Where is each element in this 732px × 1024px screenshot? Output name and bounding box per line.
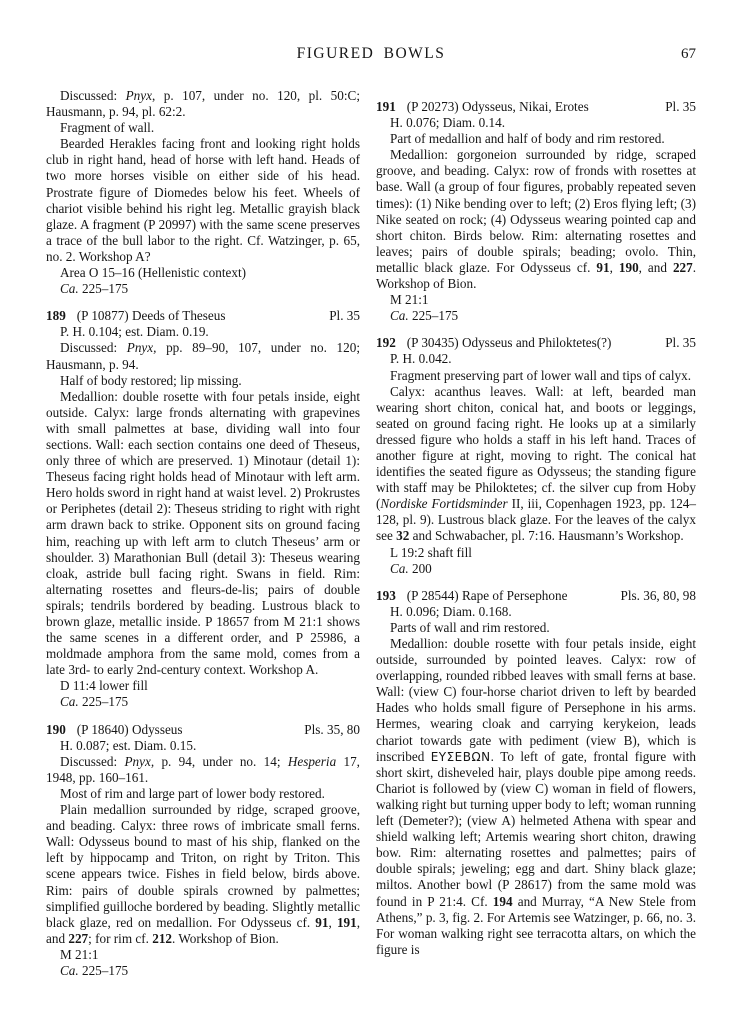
provenance-line: [376, 545, 696, 561]
text-run: Fragment preserving part of lower wall and tips of calyx.: [390, 367, 692, 383]
entry-title: (P 30435) Odysseus and Philoktetes(?): [406, 335, 612, 351]
condition-line: [46, 373, 360, 389]
page-number: 67: [681, 46, 696, 62]
text-run: Discussed:: [60, 753, 125, 769]
text-run: and Schwabacher, pl. 7:16. Hausmann’s Workshop.: [409, 528, 684, 544]
date-line: [376, 561, 696, 577]
catalog-entry-header: [46, 308, 360, 324]
text-run: M 21:1: [390, 292, 429, 308]
provenance-line: [46, 265, 360, 281]
description-paragraph: [46, 802, 360, 947]
text-run: and Murray, “A New Stele from Athens,” p. 3, fig. 2. For Artemis see Watzinger, p. 66, no. 3. For woman walking right see terracotta altars, on which the figure is: [376, 893, 696, 957]
discussion-paragraph: [46, 754, 360, 786]
catalog-entry-header: [376, 335, 696, 351]
text-run: 190: [618, 259, 639, 275]
text-run: Discussed:: [60, 340, 127, 356]
text-run: Plain medallion surrounded by ridge, scraped groove, and beading. Calyx: three rows of imbricate small ferns. Wall: Odysseus bound to mast of his ship, flanked on the left by hippocamp and Triton, on right by Triton. This scene appears twice. Fishes in field below, birds above. Rim: pairs of double spirals crowned by palmettes; simplified guilloche bordered by beading. Slightly metallic black glaze, red on medallion. For Odysseus cf.: [46, 802, 360, 930]
plate-reference: Pls. 35, 80: [304, 721, 360, 737]
text-run: Part of medallion and half of body and rim restored.: [390, 131, 665, 147]
text-run: P. H. 0.042.: [390, 351, 452, 367]
date-line: [376, 308, 696, 324]
entry-title: (P 20273) Odysseus, Nikai, Erotes: [406, 99, 589, 114]
catalog-entry-header: [376, 588, 696, 604]
text-run: Ca.: [60, 281, 79, 297]
provenance-line: [46, 678, 360, 694]
dimensions-line: [376, 351, 696, 367]
text-run: Pnyx,: [126, 340, 157, 356]
text-run: Ca.: [60, 694, 79, 710]
text-run: Half of body restored; lip missing.: [60, 372, 242, 388]
text-run: Ca.: [390, 308, 409, 324]
date-line: [46, 963, 360, 979]
text-run: Pnyx,: [124, 753, 155, 769]
text-run: 191: [336, 914, 357, 930]
description-paragraph: [376, 384, 696, 545]
plate-reference: Pls. 36, 80, 98: [620, 587, 696, 603]
text-run: Discussed:: [60, 88, 126, 103]
left-column: [46, 88, 360, 979]
text-run: 17, 1948, pp. 160–161.: [46, 753, 360, 785]
text-run: 225–175: [78, 694, 129, 710]
entry-number: 192: [376, 335, 396, 351]
running-head-title: FIGURED BOWLS: [296, 45, 446, 62]
dimensions-line: [376, 115, 696, 131]
text-run: , and: [638, 259, 673, 275]
text-run: 227: [672, 259, 693, 275]
dimensions-line: [46, 324, 360, 340]
text-run: Calyx: acanthus leaves. Wall: at left, bearded man wearing short chiton, conical hat, and boots or leggings, seated on ground facing right. He looks up at a similarly dressed figure who holds a staff in his left hand. Traces of another figure at right, moving to right. The conical hat identifies the seated figure as Odysseus; the standing figure with staff may be Philoktetes; cf. the silver cup from Hoby (: [376, 383, 696, 512]
description-paragraph: [376, 147, 696, 292]
text-run: Ca.: [60, 962, 79, 978]
condition-line: [376, 620, 696, 636]
text-run: H. 0.087; est. Diam. 0.15.: [60, 737, 197, 753]
page-header: [0, 0, 732, 64]
text-columns: [0, 88, 732, 979]
plate-reference: Pl. 35: [665, 99, 696, 114]
text-run: Nordiske Fortidsminder: [380, 496, 508, 512]
text-run: 91: [315, 914, 329, 930]
condition-line: [46, 120, 360, 136]
text-run: 225–175: [78, 962, 129, 978]
text-run: Medallion: gorgoneion surrounded by ridge, scraped groove, and beading. Calyx: row of fronds with rosettes at base. Wall (a group of four figures, probably repeated seven times): (1) Nike bending over to left; (2) Eros flying left; (3) Nike seated on rock; (4) Odysseus wearing pointed cap and short chiton. Birds below. Rim: alternating rosettes and leaves; pairs of double spirals; beading; ovolo. Thin, metallic black glaze. For Odysseus cf.: [376, 147, 696, 275]
text-run: Pnyx: [125, 88, 152, 103]
entry-title: (P 28544) Rape of Persephone: [406, 587, 568, 603]
text-run: 225–175: [78, 281, 129, 297]
text-run: ; for rim cf.: [88, 930, 153, 946]
right-column: [376, 88, 696, 979]
entry-title: (P 10877) Deeds of Theseus: [76, 308, 226, 324]
text-run: , and: [46, 914, 361, 946]
text-run: p. 94, under no. 14;: [154, 753, 288, 769]
text-run: Hesperia: [287, 753, 337, 769]
plate-reference: Pl. 35: [329, 308, 360, 324]
text-run: 32: [396, 528, 410, 544]
catalog-entry-header: [376, 99, 696, 115]
discussion-paragraph: [46, 340, 360, 372]
entry-number: 193: [376, 587, 396, 603]
date-line: [46, 694, 360, 710]
text-run: . To left of gate, frontal figure with short skirt, disheveled hair, plays double pipe among reeds. Chariot is followed by (view C) woman in field of flowers, walking right but turning upper body to left; woman running left (Demeter?); (view A) helmeted Athena with spear and shield walking left; Artemis wearing short chiton, drawing bow. Rim: alternating rosettes and palmettes; pairs of double spirals; jeweling; egg and dart. Shiny black glaze; miltos. Another bowl (P 28617) from the same mold was found in P 21:4. Cf.: [376, 748, 696, 909]
text-run: Bearded Herakles facing front and looking right holds club in right hand, head of horse with left hand. Heads of two more horses visible on either side of his head. Prostrate figure of Diomedes below his feet. Wheels of chariot visible behind his right leg. Metallic grayish black glaze. A fragment (P 20997) with the same scene preserves a trace of the bull labor to the right. Cf. Watzinger, p. 65, no. 2. Workshop A?: [46, 136, 360, 264]
condition-line: [376, 131, 696, 147]
condition-line: [46, 786, 360, 802]
text-run: P. H. 0.104; est. Diam. 0.19.: [60, 324, 209, 340]
text-run: H. 0.076; Diam. 0.14.: [390, 115, 506, 131]
text-run: 225–175: [408, 308, 459, 324]
entry-number: 191: [376, 99, 396, 114]
text-run: 212: [152, 930, 172, 946]
entry-number: 190: [46, 721, 66, 737]
text-run: Most of rim and large part of lower body restored.: [60, 785, 325, 801]
condition-line: [376, 368, 696, 384]
text-run: 91: [596, 259, 610, 275]
text-run: Parts of wall and rim restored.: [390, 619, 550, 635]
text-run: L 19:2 shaft fill: [390, 544, 472, 560]
text-run: . Workshop of Bion.: [172, 930, 279, 946]
entry-number: 189: [46, 308, 66, 324]
text-run: 194: [492, 893, 513, 909]
discussion-paragraph: [46, 88, 360, 120]
text-run: pp. 89–90, 107, under no. 120; Hausmann, p. 94.: [46, 340, 360, 372]
date-line: [46, 281, 360, 297]
text-run: Area O 15–16 (Hellenistic context): [60, 265, 247, 281]
provenance-line: [376, 292, 696, 308]
description-paragraph: [46, 389, 360, 679]
text-run: 227: [68, 930, 89, 946]
plate-reference: Pl. 35: [665, 335, 696, 351]
text-run: . Workshop of Bion.: [376, 259, 697, 292]
description-paragraph: [376, 636, 696, 958]
text-run: ΕΥΣΕΒΩΝ: [430, 749, 491, 764]
catalog-entry-header: [46, 722, 360, 738]
text-run: M 21:1: [60, 946, 99, 962]
text-run: Medallion: double rosette with four petals inside, eight outside, surrounded by pointed leaves. Calyx: row of overlapping, rounded ribbed leaves with small ferns at base. Wall: (view C) four-horse chariot driven to left by bearded Hades who holds small figure of Persephone in his arms. Hermes, wearing cloak and carrying kerykeion, leads chariot towards gate with pediment (view B), which is inscribed: [376, 636, 696, 764]
entry-title: (P 18640) Odysseus: [76, 721, 183, 737]
text-run: Ca.: [390, 560, 409, 576]
dimensions-line: [376, 604, 696, 620]
text-run: ,: [609, 259, 619, 275]
description-paragraph: [46, 136, 360, 265]
text-run: , p. 107, under no. 120, pl. 50:C; Hausmann, p. 94, pl. 62:2.: [46, 88, 360, 120]
text-run: Fragment of wall.: [60, 120, 155, 136]
text-run: H. 0.096; Diam. 0.168.: [390, 603, 512, 619]
text-run: Medallion: double rosette with four petals inside, eight outside. Calyx: large fronds alternating with grapevines with small palmettes at base, dividing wall into four sections. Wall: each section contains one deed of Theseus, only three of which are preserved. 1) Minotaur (detail 1): Theseus facing right holds head of Minotaur with left arm. Hero holds sword in right hand at waist level. 2) Prokrustes or Periphetes (detail 2): Theseus striding to right with right arm drawn back to strike. Opponent sits on ground facing him, reaching up with left arm to clutch Theseus’ arm or shoulder. 3) Marathonian Bull (detail 3): Theseus wearing cloak, astride bull facing right. Swans in field. Rim: alternating rosettes and fleurs-de-lis; pairs of double spirals; tendrils bordered by beading. Lustrous black to brown glaze, metallic inside. P 18657 from M 21:1 shows the same scenes in a different order, and P 25986, a moldmade amphora from the same mold, comes from a late 3rd- to early 2nd-century context. Workshop A.: [46, 388, 360, 678]
text-run: II, iii, Copenhagen 1923, pp. 124–128, pl. 9). Lustrous black glaze. For the leaves of the calyx see: [376, 496, 696, 544]
text-run: ,: [328, 914, 337, 930]
text-run: 200: [408, 560, 432, 576]
text-run: D 11:4 lower fill: [60, 678, 148, 694]
provenance-line: [46, 947, 360, 963]
dimensions-line: [46, 738, 360, 754]
